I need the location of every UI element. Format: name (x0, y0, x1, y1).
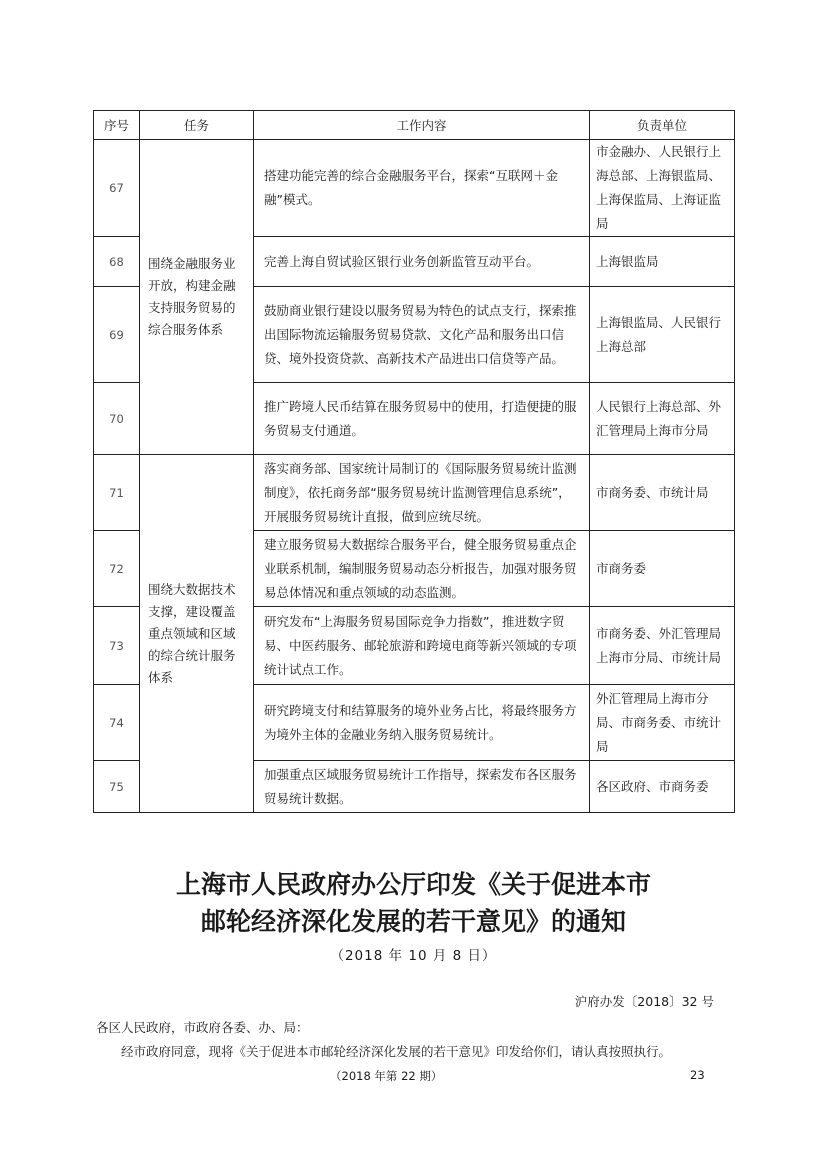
responsible-unit: 各区政府、市商务委 (590, 761, 735, 813)
work-content: 建立服务贸易大数据综合服务平台，健全服务贸易重点企业联系机制，编制服务贸易动态分析报告，加强对服务贸易总体情况和重点领域的动态监测。 (254, 531, 590, 607)
table-header-row (94, 111, 735, 140)
issue-label: （2018 年第 22 期） (330, 1069, 443, 1083)
row-number: 73 (94, 607, 140, 685)
task-table (93, 110, 735, 813)
responsible-unit: 人民银行上海总部、外汇管理局上海市分局 (590, 383, 735, 455)
responsible-unit: 外汇管理局上海市分局、市商务委、市统计局 (590, 685, 735, 761)
row-number: 75 (94, 761, 140, 813)
work-content: 研究跨境支付和结算服务的境外业务占比，将最终服务方为境外主体的金融业务纳入服务贸易统计。 (254, 685, 590, 761)
page-number: 23 (690, 1068, 705, 1082)
notice-title-line2: 邮轮经济深化发展的若干意见》的通知 (200, 907, 626, 936)
work-content: 落实商务部、国家统计局制订的《国际服务贸易统计监测制度》，依托商务部“服务贸易统计监测管理信息系统”，开展服务贸易统计直报，做到应统尽统。 (254, 455, 590, 531)
row-number: 67 (94, 140, 140, 237)
header-content: 工作内容 (254, 111, 590, 140)
table-row (94, 140, 735, 237)
notice-title-line1: 上海市人民政府办公厅印发《关于促进本市 (175, 870, 651, 899)
work-content: 完善上海自贸试验区银行业务创新监管互动平台。 (254, 237, 590, 287)
row-number: 70 (94, 383, 140, 455)
responsible-unit: 市商务委、市统计局 (590, 455, 735, 531)
document-number: 沪府办发〔2018〕32 号 (574, 994, 714, 1009)
task-category: 围绕大数据技术支撑，建设覆盖重点领域和区域的综合统计服务体系 (140, 455, 254, 813)
salutation: 各区人民政府，市政府各委、办、局： (96, 1020, 309, 1035)
header-dept: 负责单位 (590, 111, 735, 140)
header-task: 任务 (140, 111, 254, 140)
work-content: 鼓励商业银行建设以服务贸易为特色的试点支行，探索推出国际物流运输服务贸易贷款、文化产品和服务出口信贷、境外投资贷款、高新技术产品进出口信贷等产品。 (254, 287, 590, 383)
row-number: 68 (94, 237, 140, 287)
responsible-unit: 上海银监局、人民银行上海总部 (590, 287, 735, 383)
row-number: 74 (94, 685, 140, 761)
header-number: 序号 (94, 111, 140, 140)
notice-body: 经市政府同意，现将《关于促进本市邮轮经济深化发展的若干意见》印发给你们，请认真按照执行。 (121, 1044, 672, 1059)
work-content: 推广跨境人民币结算在服务贸易中的使用，打造便捷的服务贸易支付通道。 (254, 383, 590, 455)
work-content: 研究发布“上海服务贸易国际竞争力指数”，推进数字贸易、中医药服务、邮轮旅游和跨境电商等新兴领域的专项统计试点工作。 (254, 607, 590, 685)
row-number: 72 (94, 531, 140, 607)
responsible-unit: 上海银监局 (590, 237, 735, 287)
row-number: 69 (94, 287, 140, 383)
row-number: 71 (94, 455, 140, 531)
notice-date: （2018 年 10 月 8 日） (330, 948, 497, 964)
work-content: 加强重点区域服务贸易统计工作指导，探索发布各区服务贸易统计数据。 (254, 761, 590, 813)
table-row (94, 455, 735, 531)
task-category: 围绕金融服务业开放，构建金融支持服务贸易的综合服务体系 (140, 140, 254, 455)
work-content: 搭建功能完善的综合金融服务平台，探索“互联网＋金融”模式。 (254, 140, 590, 237)
responsible-unit: 市金融办、人民银行上海总部、上海银监局、上海保监局、上海证监局 (590, 140, 735, 237)
responsible-unit: 市商务委 (590, 531, 735, 607)
responsible-unit: 市商务委、外汇管理局上海市分局、市统计局 (590, 607, 735, 685)
